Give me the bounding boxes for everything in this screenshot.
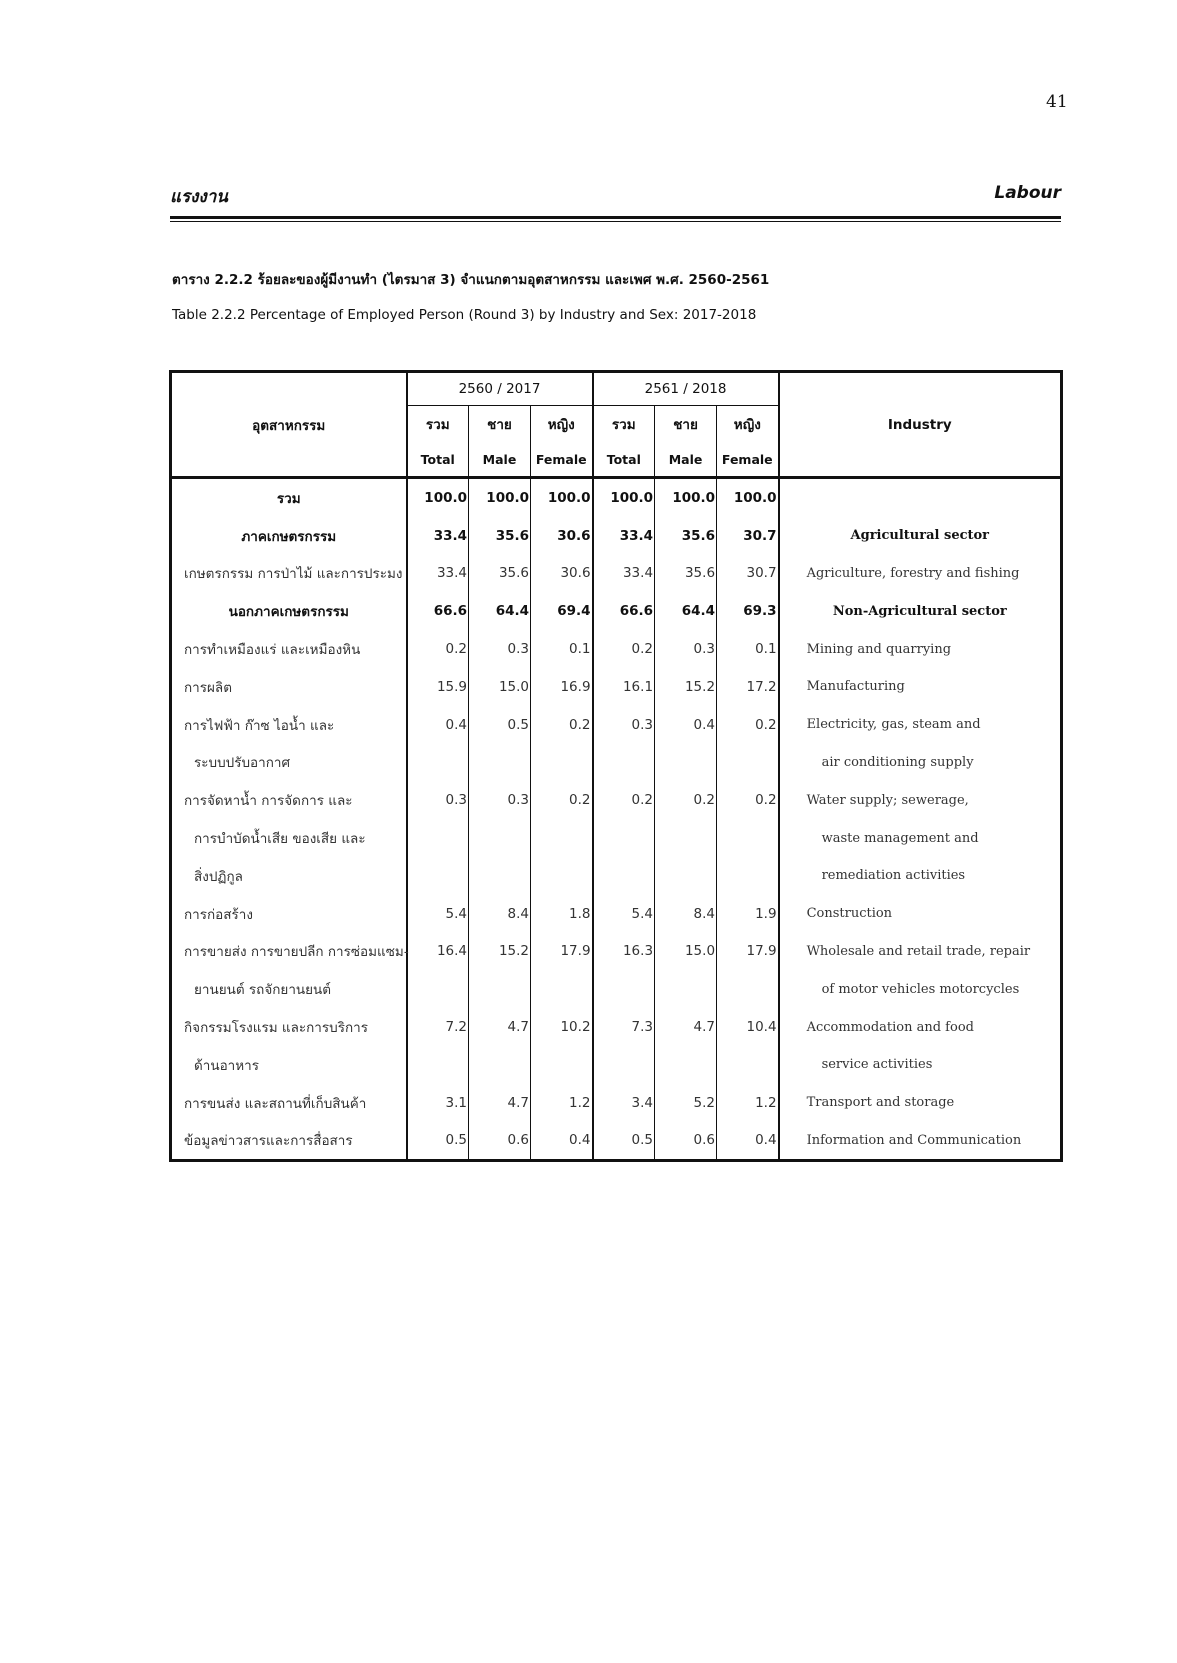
- column-header-industry-english: Industry: [779, 372, 1062, 478]
- value-cell: 100.0: [593, 478, 655, 517]
- value-cell: 10.4: [746, 1019, 777, 1036]
- industry-thai-cell: สิ่งปฏิกูล: [171, 857, 407, 895]
- table-row: [171, 630, 1062, 668]
- value-cell: 0.4: [755, 1132, 777, 1149]
- industry-thai-cell: การขายส่ง การขายปลีก การซ่อมแซม-: [171, 933, 407, 971]
- page-number: 41: [1046, 92, 1068, 112]
- value-cell: [717, 819, 779, 857]
- value-cell: 3.1: [407, 1084, 469, 1122]
- industry-english-cell: Manufacturing: [779, 668, 1062, 706]
- value-cell: [717, 744, 779, 782]
- value-cell: 0.2: [593, 781, 655, 819]
- value-cell: [717, 857, 779, 895]
- value-cell: 33.4: [593, 517, 655, 555]
- industry-thai-cell: ภาคเกษตรกรรม: [171, 517, 407, 555]
- subheader-thai: รวม: [593, 406, 655, 443]
- industry-english-cell: of motor vehicles motorcycles: [779, 970, 1062, 1008]
- industry-english-cell: Mining and quarrying: [779, 630, 1062, 668]
- value-cell: 66.6: [407, 592, 469, 630]
- value-cell: 7.3: [593, 1008, 655, 1046]
- table-row: [171, 933, 1062, 971]
- value-cell: [593, 1046, 655, 1084]
- value-cell: [469, 1046, 531, 1084]
- subheader-english: Female: [717, 442, 779, 478]
- industry-thai-cell: ยานยนต์ รถจักยานยนต์: [171, 970, 407, 1008]
- value-cell: 33.4: [407, 517, 469, 555]
- value-cell: 33.4: [407, 555, 469, 593]
- industry-english-cell: Accommodation and food: [779, 1008, 1062, 1046]
- value-cell: [593, 857, 655, 895]
- value-cell: 17.2: [746, 678, 777, 695]
- industry-english-cell: waste management and: [779, 819, 1062, 857]
- subheader-thai: หญิง: [531, 406, 593, 443]
- value-cell: 100.0: [469, 478, 531, 517]
- value-cell: [469, 857, 531, 895]
- value-cell: 5.4: [407, 895, 469, 933]
- value-cell: 7.2: [407, 1008, 469, 1046]
- table-body: [171, 478, 1062, 1161]
- value-cell: [469, 819, 531, 857]
- value-cell: 64.4: [655, 592, 717, 630]
- industry-english-cell: [779, 478, 1062, 517]
- value-cell: 35.6: [655, 555, 717, 593]
- value-cell: 0.3: [655, 630, 717, 668]
- value-cell: 0.5: [407, 1122, 469, 1161]
- value-cell: [593, 970, 655, 1008]
- value-cell: [531, 744, 593, 782]
- value-cell: [407, 857, 469, 895]
- value-cell: 15.2: [655, 668, 717, 706]
- value-cell: [655, 1046, 717, 1084]
- industry-thai-cell: การไฟฟ้า ก๊าซ ไอน้ำ และ: [171, 706, 407, 744]
- industry-thai-cell: นอกภาคเกษตรกรรม: [171, 592, 407, 630]
- industry-thai-cell: การก่อสร้าง: [171, 895, 407, 933]
- header-rule-thick: [170, 216, 1061, 219]
- subheader-english: Total: [593, 442, 655, 478]
- subheader-thai: ชาย: [655, 406, 717, 443]
- subheader-english: Total: [407, 442, 469, 478]
- value-cell: 0.4: [407, 706, 469, 744]
- table-row: [171, 744, 1062, 782]
- value-cell: 30.7: [743, 527, 777, 544]
- value-cell: 0.2: [407, 630, 469, 668]
- value-cell: [469, 970, 531, 1008]
- value-cell: 30.6: [531, 555, 593, 593]
- industry-thai-cell: การขนส่ง และสถานที่เก็บสินค้า: [171, 1084, 407, 1122]
- industry-english-cell: Non-Agricultural sector: [779, 592, 1062, 630]
- table-row: [171, 478, 1062, 517]
- value-cell: 15.0: [469, 668, 531, 706]
- industry-english-cell: Information and Communication: [779, 1122, 1062, 1161]
- industry-english-cell: Electricity, gas, steam and: [779, 706, 1062, 744]
- value-cell: 0.6: [469, 1122, 531, 1161]
- value-cell: 100.0: [655, 478, 717, 517]
- value-cell: 15.2: [469, 933, 531, 971]
- table-row: [171, 706, 1062, 744]
- value-cell: 1.2: [755, 1094, 777, 1111]
- value-cell: 16.4: [407, 933, 469, 971]
- value-cell: [531, 857, 593, 895]
- value-cell: 35.6: [469, 517, 531, 555]
- value-cell: [407, 1046, 469, 1084]
- table-row: [171, 1008, 1062, 1046]
- table-row: [171, 857, 1062, 895]
- value-cell: 4.7: [469, 1084, 531, 1122]
- value-cell: 5.2: [655, 1084, 717, 1122]
- value-cell: 0.4: [531, 1122, 593, 1161]
- value-cell: 69.3: [743, 603, 777, 620]
- value-cell: [531, 819, 593, 857]
- industry-thai-cell: กิจกรรมโรงแรม และการบริการ: [171, 1008, 407, 1046]
- value-cell: 17.9: [746, 943, 777, 960]
- industry-english-cell: air conditioning supply: [779, 744, 1062, 782]
- value-cell: [655, 857, 717, 895]
- value-cell: 0.5: [593, 1122, 655, 1161]
- value-cell: [655, 744, 717, 782]
- industry-english-cell: Agricultural sector: [779, 517, 1062, 555]
- subheader-thai: ชาย: [469, 406, 531, 443]
- caption-thai: ตาราง 2.2.2 ร้อยละของผู้มีงานทำ (ไตรมาส 3) จำแนกตามอุตสาหกรรม และเพศ พ.ศ. 2560-2561: [172, 272, 770, 288]
- value-cell: [593, 744, 655, 782]
- value-cell: 10.2: [531, 1008, 593, 1046]
- value-cell: 0.3: [469, 781, 531, 819]
- employment-table: [169, 370, 1063, 1162]
- value-cell: 8.4: [469, 895, 531, 933]
- subheader-thai: รวม: [407, 406, 469, 443]
- value-cell: [407, 819, 469, 857]
- column-header-year-2018: 2561 / 2018: [593, 372, 779, 406]
- value-cell: 0.2: [755, 792, 777, 809]
- industry-thai-cell: การผลิต: [171, 668, 407, 706]
- header-rule-thin: [170, 221, 1061, 222]
- industry-english-cell: Water supply; sewerage,: [779, 781, 1062, 819]
- table-row: [171, 668, 1062, 706]
- column-header-year-2017: 2560 / 2017: [407, 372, 593, 406]
- running-header: [170, 183, 1061, 207]
- industry-thai-cell: ระบบปรับอากาศ: [171, 744, 407, 782]
- industry-thai-cell: การบำบัดน้ำเสีย ของเสีย และ: [171, 819, 407, 857]
- value-cell: [531, 1046, 593, 1084]
- value-cell: 100.0: [407, 478, 469, 517]
- value-cell: 64.4: [469, 592, 531, 630]
- header-right-title: Labour: [994, 183, 1061, 203]
- value-cell: 1.9: [755, 905, 777, 922]
- table-row: [171, 781, 1062, 819]
- industry-english-cell: Agriculture, forestry and fishing: [779, 555, 1062, 593]
- industry-thai-cell: ด้านอาหาร: [171, 1046, 407, 1084]
- table-row: [171, 517, 1062, 555]
- industry-english-cell: Wholesale and retail trade, repair: [779, 933, 1062, 971]
- value-cell: [531, 970, 593, 1008]
- table-row: [171, 592, 1062, 630]
- value-cell: 1.2: [531, 1084, 593, 1122]
- table-row: [171, 970, 1062, 1008]
- industry-thai-cell: ข้อมูลข่าวสารและการสื่อสาร: [171, 1122, 407, 1161]
- value-cell: 35.6: [655, 517, 717, 555]
- header-left-title: แรงงาน: [170, 187, 228, 207]
- value-cell: 0.3: [407, 781, 469, 819]
- value-cell: 3.4: [593, 1084, 655, 1122]
- industry-thai-cell: การทำเหมืองแร่ และเหมืองหิน: [171, 630, 407, 668]
- value-cell: 16.3: [593, 933, 655, 971]
- value-cell: 16.9: [531, 668, 593, 706]
- value-cell: 0.5: [469, 706, 531, 744]
- value-cell: 0.2: [755, 716, 777, 733]
- value-cell: 66.6: [593, 592, 655, 630]
- subheader-english: Male: [469, 442, 531, 478]
- value-cell: [407, 744, 469, 782]
- industry-english-cell: remediation activities: [779, 857, 1062, 895]
- industry-thai-cell: รวม: [171, 478, 407, 517]
- value-cell: 0.1: [531, 630, 593, 668]
- value-cell: 0.3: [593, 706, 655, 744]
- value-cell: 4.7: [655, 1008, 717, 1046]
- value-cell: 4.7: [469, 1008, 531, 1046]
- value-cell: 30.7: [746, 565, 777, 582]
- value-cell: [469, 744, 531, 782]
- table-row: [171, 895, 1062, 933]
- value-cell: 69.4: [531, 592, 593, 630]
- value-cell: 0.6: [655, 1122, 717, 1161]
- value-cell: 5.4: [593, 895, 655, 933]
- value-cell: [407, 970, 469, 1008]
- table-row: [171, 1122, 1062, 1161]
- table-row: [171, 819, 1062, 857]
- value-cell: 100.0: [531, 478, 593, 517]
- value-cell: 1.8: [531, 895, 593, 933]
- caption-english: Table 2.2.2 Percentage of Employed Person (Round 3) by Industry and Sex: 2017-2018: [172, 307, 757, 323]
- table-row: [171, 555, 1062, 593]
- table-row: [171, 1084, 1062, 1122]
- value-cell: 15.9: [407, 668, 469, 706]
- subheader-english: Female: [531, 442, 593, 478]
- value-cell: 0.3: [469, 630, 531, 668]
- industry-thai-cell: การจัดหาน้ำ การจัดการ และ: [171, 781, 407, 819]
- value-cell: [655, 970, 717, 1008]
- industry-thai-cell: เกษตรกรรม การป่าไม้ และการประมง: [171, 555, 407, 593]
- subheader-thai: หญิง: [733, 417, 761, 433]
- value-cell: 15.0: [655, 933, 717, 971]
- value-cell: 0.4: [655, 706, 717, 744]
- value-cell: 8.4: [655, 895, 717, 933]
- value-cell: [593, 819, 655, 857]
- value-cell: 100.0: [733, 489, 777, 506]
- value-cell: 0.2: [531, 781, 593, 819]
- table-row: [171, 1046, 1062, 1084]
- industry-english-cell: Construction: [779, 895, 1062, 933]
- value-cell: 0.2: [593, 630, 655, 668]
- value-cell: 33.4: [593, 555, 655, 593]
- column-header-industry-thai: อุตสาหกรรม: [171, 372, 407, 478]
- value-cell: [717, 1046, 779, 1084]
- subheader-english: Male: [655, 442, 717, 478]
- industry-english-cell: Transport and storage: [779, 1084, 1062, 1122]
- value-cell: [717, 970, 779, 1008]
- value-cell: 17.9: [531, 933, 593, 971]
- value-cell: 30.6: [531, 517, 593, 555]
- value-cell: 0.1: [755, 641, 777, 658]
- value-cell: 0.2: [655, 781, 717, 819]
- value-cell: 16.1: [593, 668, 655, 706]
- value-cell: 0.2: [531, 706, 593, 744]
- value-cell: [655, 819, 717, 857]
- value-cell: 35.6: [469, 555, 531, 593]
- industry-english-cell: service activities: [779, 1046, 1062, 1084]
